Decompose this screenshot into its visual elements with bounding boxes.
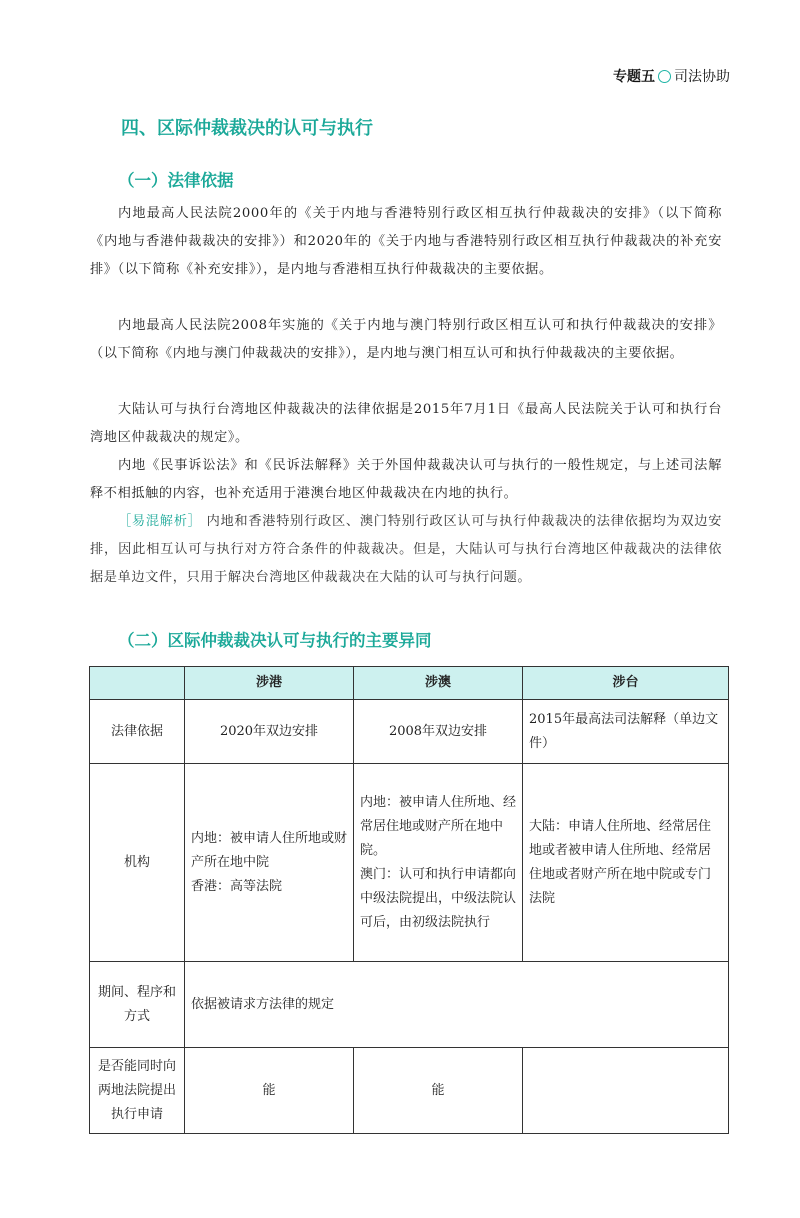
paragraph-tw-basis: 大陆认可与执行台湾地区仲裁裁决的法律依据是2015年7月1日《最高人民法院关于认可和执行台湾地区仲裁裁决的规定》。 (90, 402, 722, 445)
note-text: 内地和香港特别行政区、澳门特别行政区认可与执行仲裁裁决的法律依据均为双边安排，因此相互认可与执行对方符合条件的仲裁裁决。但是，大陆认可与执行台湾地区仲裁裁决的法律依据是单边文件，只用于解决台湾地区仲裁裁决在大陆的认可与执行问题。 (90, 514, 722, 585)
cell-mo-institution-macau: 澳门：认可和执行申请都向中级法院提出，中级法院认可后，由初级法院执行 (360, 866, 517, 930)
subject-label: 司法协助 (674, 69, 730, 85)
paragraph-hk-basis: 内地最高人民法院2000年的《关于内地与香港特别行政区相互执行仲裁裁决的安排》（以下简称《内地与香港仲裁裁决的安排》）和2020年的《关于内地与香港特别行政区相互执行仲裁裁决的补充安排》（以下简称《补充安排》），是内地与香港相互执行仲裁裁决的主要依据。 (90, 206, 722, 277)
comparison-table (89, 666, 729, 1134)
row-label-simultaneous: 是否能同时向两地法院提出执行申请 (90, 1048, 185, 1134)
confusion-note (90, 508, 722, 592)
cell-hk-institution-mainland: 内地：被申请人住所地或财产所在地中院 (191, 830, 348, 870)
paragraph-mo-basis: 内地最高人民法院2008年实施的《关于内地与澳门特别行政区相互认可和执行仲裁裁决的安排》（以下简称《内地与澳门仲裁裁决的安排》），是内地与澳门相互认可和执行仲裁裁决的主要依据。 (90, 318, 722, 361)
running-header (613, 66, 730, 86)
cell-tw-legal-basis: 2015年最高法司法解释（单边文件） (523, 700, 729, 764)
row-label-institution: 机构 (90, 764, 185, 962)
cell-procedure: 依据被请求方法律的规定 (185, 962, 729, 1048)
table-row (90, 700, 729, 764)
table-header-corner (90, 667, 185, 700)
cell-tw-institution: 大陆：申请人住所地、经常居住地或者被申请人住所地、经常居住地或者财产所在地中院或专门法院 (523, 764, 729, 962)
table-row (90, 962, 729, 1048)
table-header-tw: 涉台 (523, 667, 729, 700)
cell-mo-legal-basis: 2008年双边安排 (354, 700, 523, 764)
table-header-row (90, 667, 729, 700)
cell-mo-institution-mainland: 内地：被申请人住所地、经常居住地或财产所在地中院。 (360, 794, 517, 858)
table-row (90, 764, 729, 962)
row-label-procedure: 期间、程序和方式 (90, 962, 185, 1048)
circle-separator-icon (658, 70, 671, 83)
cell-mo-institution (354, 764, 523, 962)
cell-hk-institution (185, 764, 354, 962)
cell-tw-simultaneous (523, 1048, 729, 1134)
subsection-title-legal-basis: （一）法律依据 (118, 171, 234, 190)
cell-mo-simultaneous: 能 (354, 1048, 523, 1134)
table-header-mo: 涉澳 (354, 667, 523, 700)
table-row (90, 1048, 729, 1134)
note-tag: ［易混解析］ (118, 514, 202, 529)
row-label-legal-basis: 法律依据 (90, 700, 185, 764)
paragraph-general-rule: 内地《民事诉讼法》和《民诉法解释》关于外国仲裁裁决认可与执行的一般性规定，与上述司法解释不相抵触的内容，也补充适用于港澳台地区仲裁裁决在内地的执行。 (90, 458, 722, 501)
cell-hk-simultaneous: 能 (185, 1048, 354, 1134)
subsection-title-comparison: （二）区际仲裁裁决认可与执行的主要异同 (118, 631, 432, 650)
section-title: 四、区际仲裁裁决的认可与执行 (121, 118, 373, 139)
table-header-hk: 涉港 (185, 667, 354, 700)
cell-hk-legal-basis: 2020年双边安排 (185, 700, 354, 764)
chapter-label: 专题五 (613, 69, 655, 85)
cell-hk-institution-hk: 香港：高等法院 (191, 878, 283, 894)
